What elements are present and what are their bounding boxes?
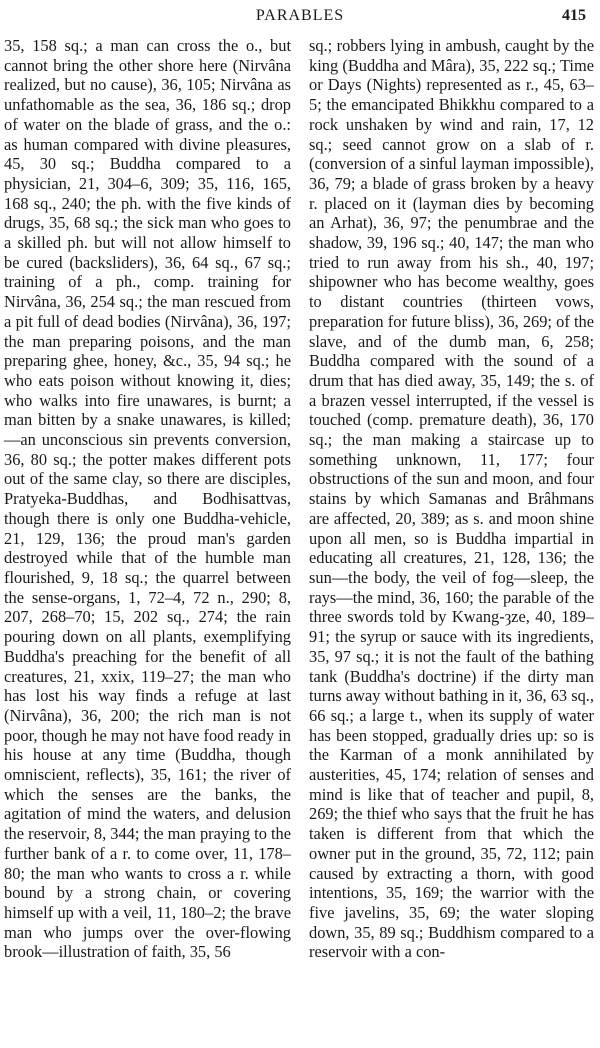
page-header <box>0 5 600 27</box>
index-text-left: 35, 158 sq.; a man can cross the o., but cannot bring the other shore here (Nirvâna realized, but no cause), 36, 105; Nirvâna as unfathomable as the sea, 36, 186 sq.; drop of water on the blade of grass, and the o.: as human compared with divine pleasures, 45, 30 sq.; Buddha compared to a physician, 21, 304–6, 309; 35, 116, 165, 168 sq., 240; the ph. with the five kinds of drugs, 35, 68 sq.; the sick man who goes to a skilled ph. but will not allow himself to be cured (backsliders), 36, 64 sq., 67 sq.; training of a ph., comp. training for Nirvâna, 36, 254 sq.; the man rescued from a pit full of dead bodies (Nirvâna), 36, 197; the man preparing poisons, and the man preparing ghee, honey, &c., 35, 94 sq.; he who eats poison without knowing it, dies; who walks into fire unawares, is burnt; a man bitten by a snake unawares, is killed; —an unconscious sin prevents conversion, 36, 80 sq.; the potter makes different pots out of the same clay, so there are disciples, Pratyeka-Buddhas, and Bodhisattvas, though there is only one Buddha-vehicle, 21, 129, 136; the proud man's garden destroyed while that of the humble man flourished, 9, 18 sq.; the quarrel between the sense-organs, 1, 72–4, 72 n., 290; 8, 207, 268–70; 15, 202 sq., 274; the rain pouring down on all plants, exemplifying Buddha's preaching for the benefit of all creatures, 21, xxix, 119–27; the man who has lost his way finds a refuge at last (Nirvâna), 36, 200; the rich man is not poor, though he may not have food ready in his house at any time (Buddha, though omniscient, reflects), 35, 161; the river of which the senses are the banks, the agitation of mind the waters, and delusion the reservoir, 8, 344; the man praying to the further bank of a r. to come over, 11, 178–80; the man who wants to cross a r. while bound by a strong chain, or covering himself up with a veil, 11, 180–2; the brave man who jumps over the over-flowing brook—illustration of faith, 35, 56 <box>4 36 292 962</box>
index-column-right <box>309 36 594 962</box>
index-column-left <box>4 36 291 962</box>
index-text-right: sq.; robbers lying in ambush, caught by the king (Buddha and Mâra), 35, 222 sq.; Time or Days (Nights) represented as r., 45, 63–5; the emancipated Bhikkhu compared to a rock unshaken by wind and rain, 17, 12 sq.; seed cannot grow on a slab of r. (conversion of a sinful layman impossible), 36, 79; a blade of grass broken by a heavy r. placed on it (layman dies by becoming an Arhat), 36, 97; the penumbrae and the shadow, 39, 196 sq.; 40, 147; the man who tried to run away from his sh., 40, 197; shipowner who has become wealthy, goes to distant countries (thirteen vows, preparation for future bliss), 36, 269; of the slave, and of the dumb man, 6, 258; Buddha compared with the sound of a drum that has died away, 35, 149; the s. of a brazen vessel interrupted, if the vessel is touched (comp. premature death), 36, 170 sq.; the man making a staircase up to something unknown, 11, 177; four obstructions of the sun and moon, and four stains by which Samanas and Brâhmans are affected, 20, 389; as s. and moon shine upon all men, so is Buddha impartial in educating all creatures, 21, 128, 136; the sun—the body, the veil of fog—sleep, the rays—the mind, 36, 160; the parable of the three swords told by Kwang-ȝze, 40, 189–91; the syrup or sauce with its ingredients, 35, 97 sq.; it is not the fault of the bathing tank (Buddha's doctrine) if the dirty man turns away without bathing in it, 36, 63 sq., 66 sq.; a large t., when its supply of water has been stopped, gradually dries up: so is the Karman of a monk annihilated by austerities, 45, 174; relation of senses and mind is like that of teacher and pupil, 8, 269; the thief who says that the fruit he has taken is different from that which the owner put in the ground, 35, 72, 112; pain caused by extracting a thorn, with good intentions, 35, 169; the warrior with the five javelins, 35, 69; the water sloping down, 35, 89 sq.; Buddhism compared to a reservoir with a con- <box>309 36 594 962</box>
running-title: PARABLES <box>255 7 345 24</box>
page-number: 415 <box>562 7 586 24</box>
